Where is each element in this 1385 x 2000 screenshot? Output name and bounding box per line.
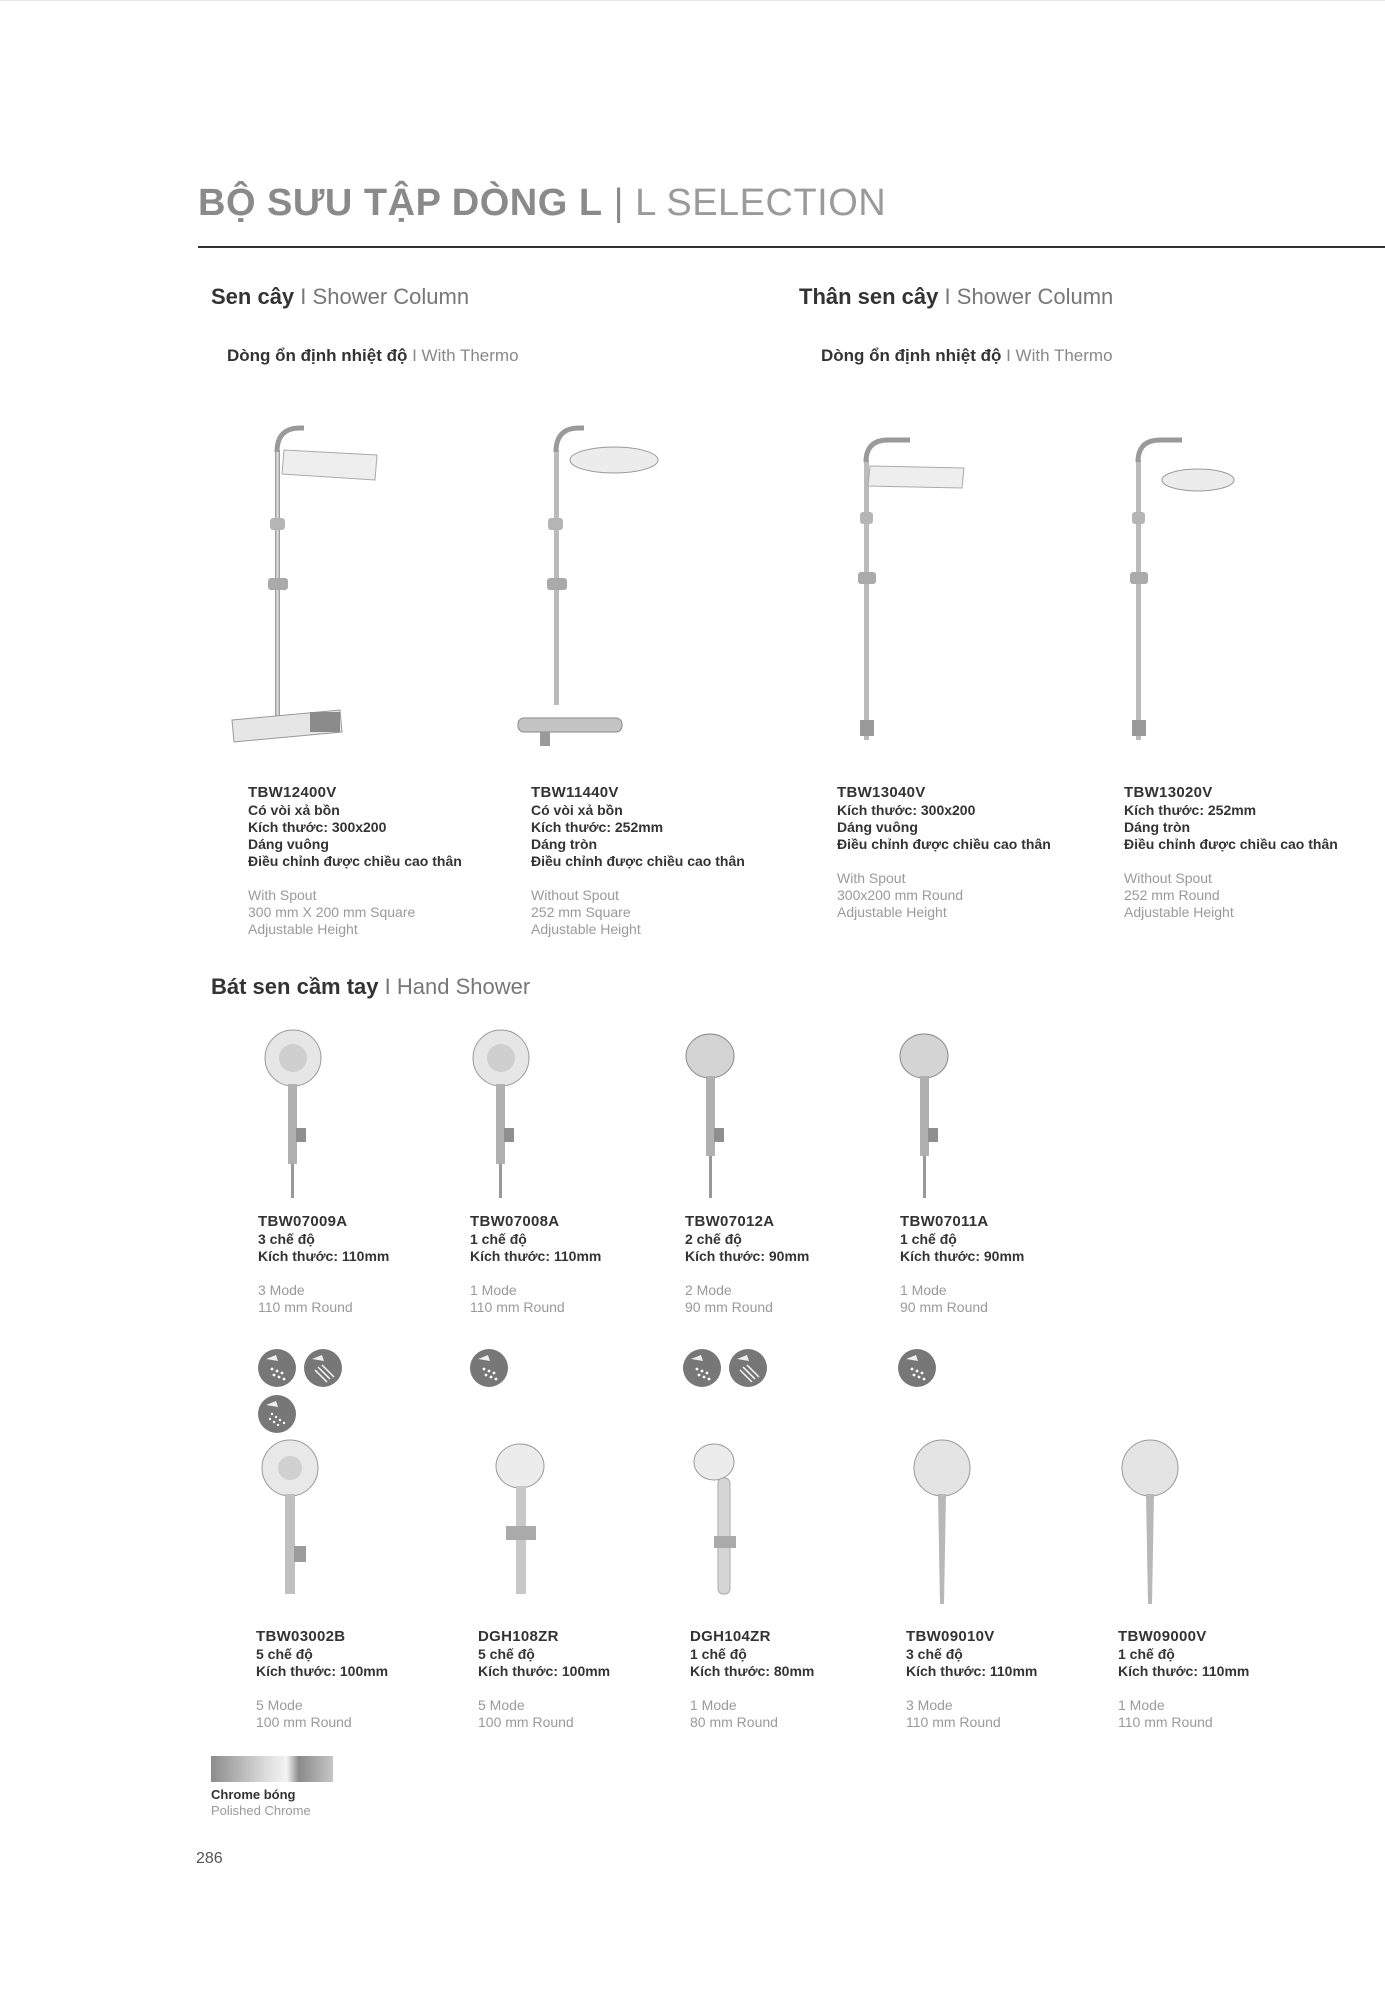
shower-column-body-square-image [826,430,996,760]
finish-label-en: Polished Chrome [211,1803,311,1818]
section-heading-vi: Thân sen cây [799,284,939,309]
spec-en: 5 Mode [478,1697,525,1713]
jet-mode-icon [729,1349,767,1387]
shower-column-square-with-spout-image [222,420,392,750]
product-code: TBW07008A [470,1213,560,1230]
subheading-vi: Dòng ổn định nhiệt độ [821,346,1002,365]
chrome-finish-swatch [211,1756,333,1782]
spec-vi: Kích thước: 252mm [1124,802,1257,818]
product-spec [837,784,1051,921]
product-spec [256,1628,388,1731]
spec-en: 110 mm Round [258,1299,353,1315]
product-code: TBW07009A [258,1213,348,1230]
product-spec [1118,1628,1249,1731]
spec-en: 1 Mode [900,1282,947,1298]
spec-en: Adjustable Height [248,921,358,937]
spray-mode-icon [683,1349,721,1387]
spec-vi: Kích thước: 100mm [256,1663,389,1679]
section-heading-en: Shower Column [956,284,1114,309]
section-heading-shower-column [211,284,469,310]
section-heading-separator: I [384,974,391,999]
product-code: TBW13020V [1124,784,1213,801]
spec-vi: Kích thước: 110mm [470,1248,602,1264]
spec-en: 5 Mode [256,1697,303,1713]
spec-vi: Có vòi xả bồn [248,802,340,818]
product-code: DGH108ZR [478,1628,559,1645]
hand-shower-image [684,1436,774,1606]
spec-en: Adjustable Height [531,921,641,937]
subheading-en: With Thermo [421,346,519,365]
spec-vi: 3 chế độ [906,1646,963,1662]
product-code: DGH104ZR [690,1628,771,1645]
spec-en: Without Spout [1124,870,1212,886]
spec-vi: 1 chế độ [900,1231,957,1247]
hand-shower-image [466,1028,536,1198]
jet-mode-icon [304,1349,342,1387]
spec-en: 252 mm Square [531,904,631,920]
product-spec [248,784,462,938]
spec-en: 1 Mode [470,1282,517,1298]
product-code: TBW12400V [248,784,337,801]
page-title-en: L SELECTION [635,182,887,224]
hand-shower-image [1112,1436,1202,1606]
shower-column-round-with-spout-image [504,420,674,750]
spec-vi: Kích thước: 110mm [906,1663,1038,1679]
spec-vi: Kích thước: 300x200 [837,802,976,818]
spec-vi: Điều chỉnh được chiều cao thân [531,853,745,869]
spec-en: 1 Mode [690,1697,737,1713]
spec-en: 300x200 mm Round [837,887,964,903]
spec-en: Without Spout [531,887,619,903]
product-spec [531,784,745,938]
spec-vi: Kích thước: 300x200 [248,819,387,835]
spec-vi: 3 chế độ [258,1231,315,1247]
spec-en: 3 Mode [906,1697,953,1713]
finish-label [211,1787,311,1819]
spec-vi: Kích thước: 80mm [690,1663,815,1679]
spec-en: With Spout [837,870,906,886]
spec-en: 252 mm Round [1124,887,1220,903]
subheading-separator: I [412,346,417,365]
section-heading-en: Shower Column [312,284,470,309]
spec-en: 300 mm X 200 mm Square [248,904,416,920]
section-heading-vi: Sen cây [211,284,295,309]
spec-en: Adjustable Height [837,904,947,920]
spec-vi: Kích thước: 100mm [478,1663,611,1679]
hand-shower-image [256,1436,346,1606]
product-spec [1124,784,1338,921]
product-spec [690,1628,814,1731]
spec-vi: 1 chế độ [470,1231,527,1247]
hand-shower-image [678,1028,748,1198]
spec-en: With Spout [248,887,317,903]
product-spec [470,1213,601,1316]
spec-en: 90 mm Round [685,1299,773,1315]
subheading-en: With Thermo [1015,346,1113,365]
spec-en: 100 mm Round [256,1714,352,1730]
spec-vi: Dáng tròn [531,836,598,852]
top-rule [0,0,1385,1]
section-heading-hand-shower [211,974,530,1000]
subheading-vi: Dòng ổn định nhiệt độ [227,346,408,365]
spec-en: 2 Mode [685,1282,732,1298]
product-spec [685,1213,809,1316]
spec-vi: Kích thước: 110mm [1118,1663,1250,1679]
product-spec [478,1628,610,1731]
spec-en: 1 Mode [1118,1697,1165,1713]
spec-en: 90 mm Round [900,1299,988,1315]
product-spec [900,1213,1024,1316]
section-heading-separator: I [944,284,951,309]
hand-shower-image [258,1028,328,1198]
page-title [198,182,886,225]
spec-vi: Dáng tròn [1124,819,1191,835]
spec-en: 110 mm Round [470,1299,565,1315]
spec-vi: Điều chỉnh được chiều cao thân [837,836,1051,852]
spec-vi: Dáng vuông [248,836,329,852]
product-code: TBW03002B [256,1628,346,1645]
spec-vi: Có vòi xả bồn [531,802,623,818]
hand-shower-image [470,1436,560,1606]
spec-en: 80 mm Round [690,1714,778,1730]
spec-vi: Dáng vuông [837,819,918,835]
spec-vi: Kích thước: 90mm [685,1248,810,1264]
spec-en: 3 Mode [258,1282,305,1298]
hand-shower-image [892,1028,962,1198]
spec-vi: 5 chế độ [478,1646,535,1662]
spec-en: 100 mm Round [478,1714,574,1730]
shower-column-body-round-image [1112,430,1282,760]
spec-vi: Kích thước: 90mm [900,1248,1025,1264]
product-code: TBW09010V [906,1628,995,1645]
spec-en: 110 mm Round [1118,1714,1213,1730]
spec-vi: 1 chế độ [690,1646,747,1662]
section-heading-shower-column-body [799,284,1113,310]
subheading-with-thermo [227,346,519,366]
spec-en: Adjustable Height [1124,904,1234,920]
spec-vi: 5 chế độ [256,1646,313,1662]
subheading-separator: I [1006,346,1011,365]
page-title-separator: | [613,182,625,224]
spec-en: 110 mm Round [906,1714,1001,1730]
product-code: TBW07012A [685,1213,775,1230]
spray-mode-icon [258,1349,296,1387]
product-spec [258,1213,389,1316]
title-rule [198,246,1385,248]
finish-label-vi: Chrome bóng [211,1787,296,1802]
page-title-vi: BỘ SƯU TẬP DÒNG L [198,182,603,224]
spec-vi: Điều chỉnh được chiều cao thân [1124,836,1338,852]
product-code: TBW09000V [1118,1628,1207,1645]
spray-mode-icon [898,1349,936,1387]
subheading-with-thermo [821,346,1113,366]
product-code: TBW13040V [837,784,926,801]
page-number: 286 [196,1850,223,1867]
hand-shower-image [902,1436,992,1606]
section-heading-separator: I [300,284,307,309]
spray-mode-icon [470,1349,508,1387]
spec-vi: Kích thước: 110mm [258,1248,390,1264]
rain-mode-icon [258,1395,296,1433]
spec-vi: Điều chỉnh được chiều cao thân [248,853,462,869]
spec-vi: 1 chế độ [1118,1646,1175,1662]
spec-vi: Kích thước: 252mm [531,819,664,835]
product-code: TBW07011A [900,1213,989,1230]
product-spec [906,1628,1037,1731]
section-heading-en: Hand Shower [396,974,531,999]
section-heading-vi: Bát sen cầm tay [211,974,379,999]
spec-vi: 2 chế độ [685,1231,742,1247]
product-code: TBW11440V [531,784,619,801]
